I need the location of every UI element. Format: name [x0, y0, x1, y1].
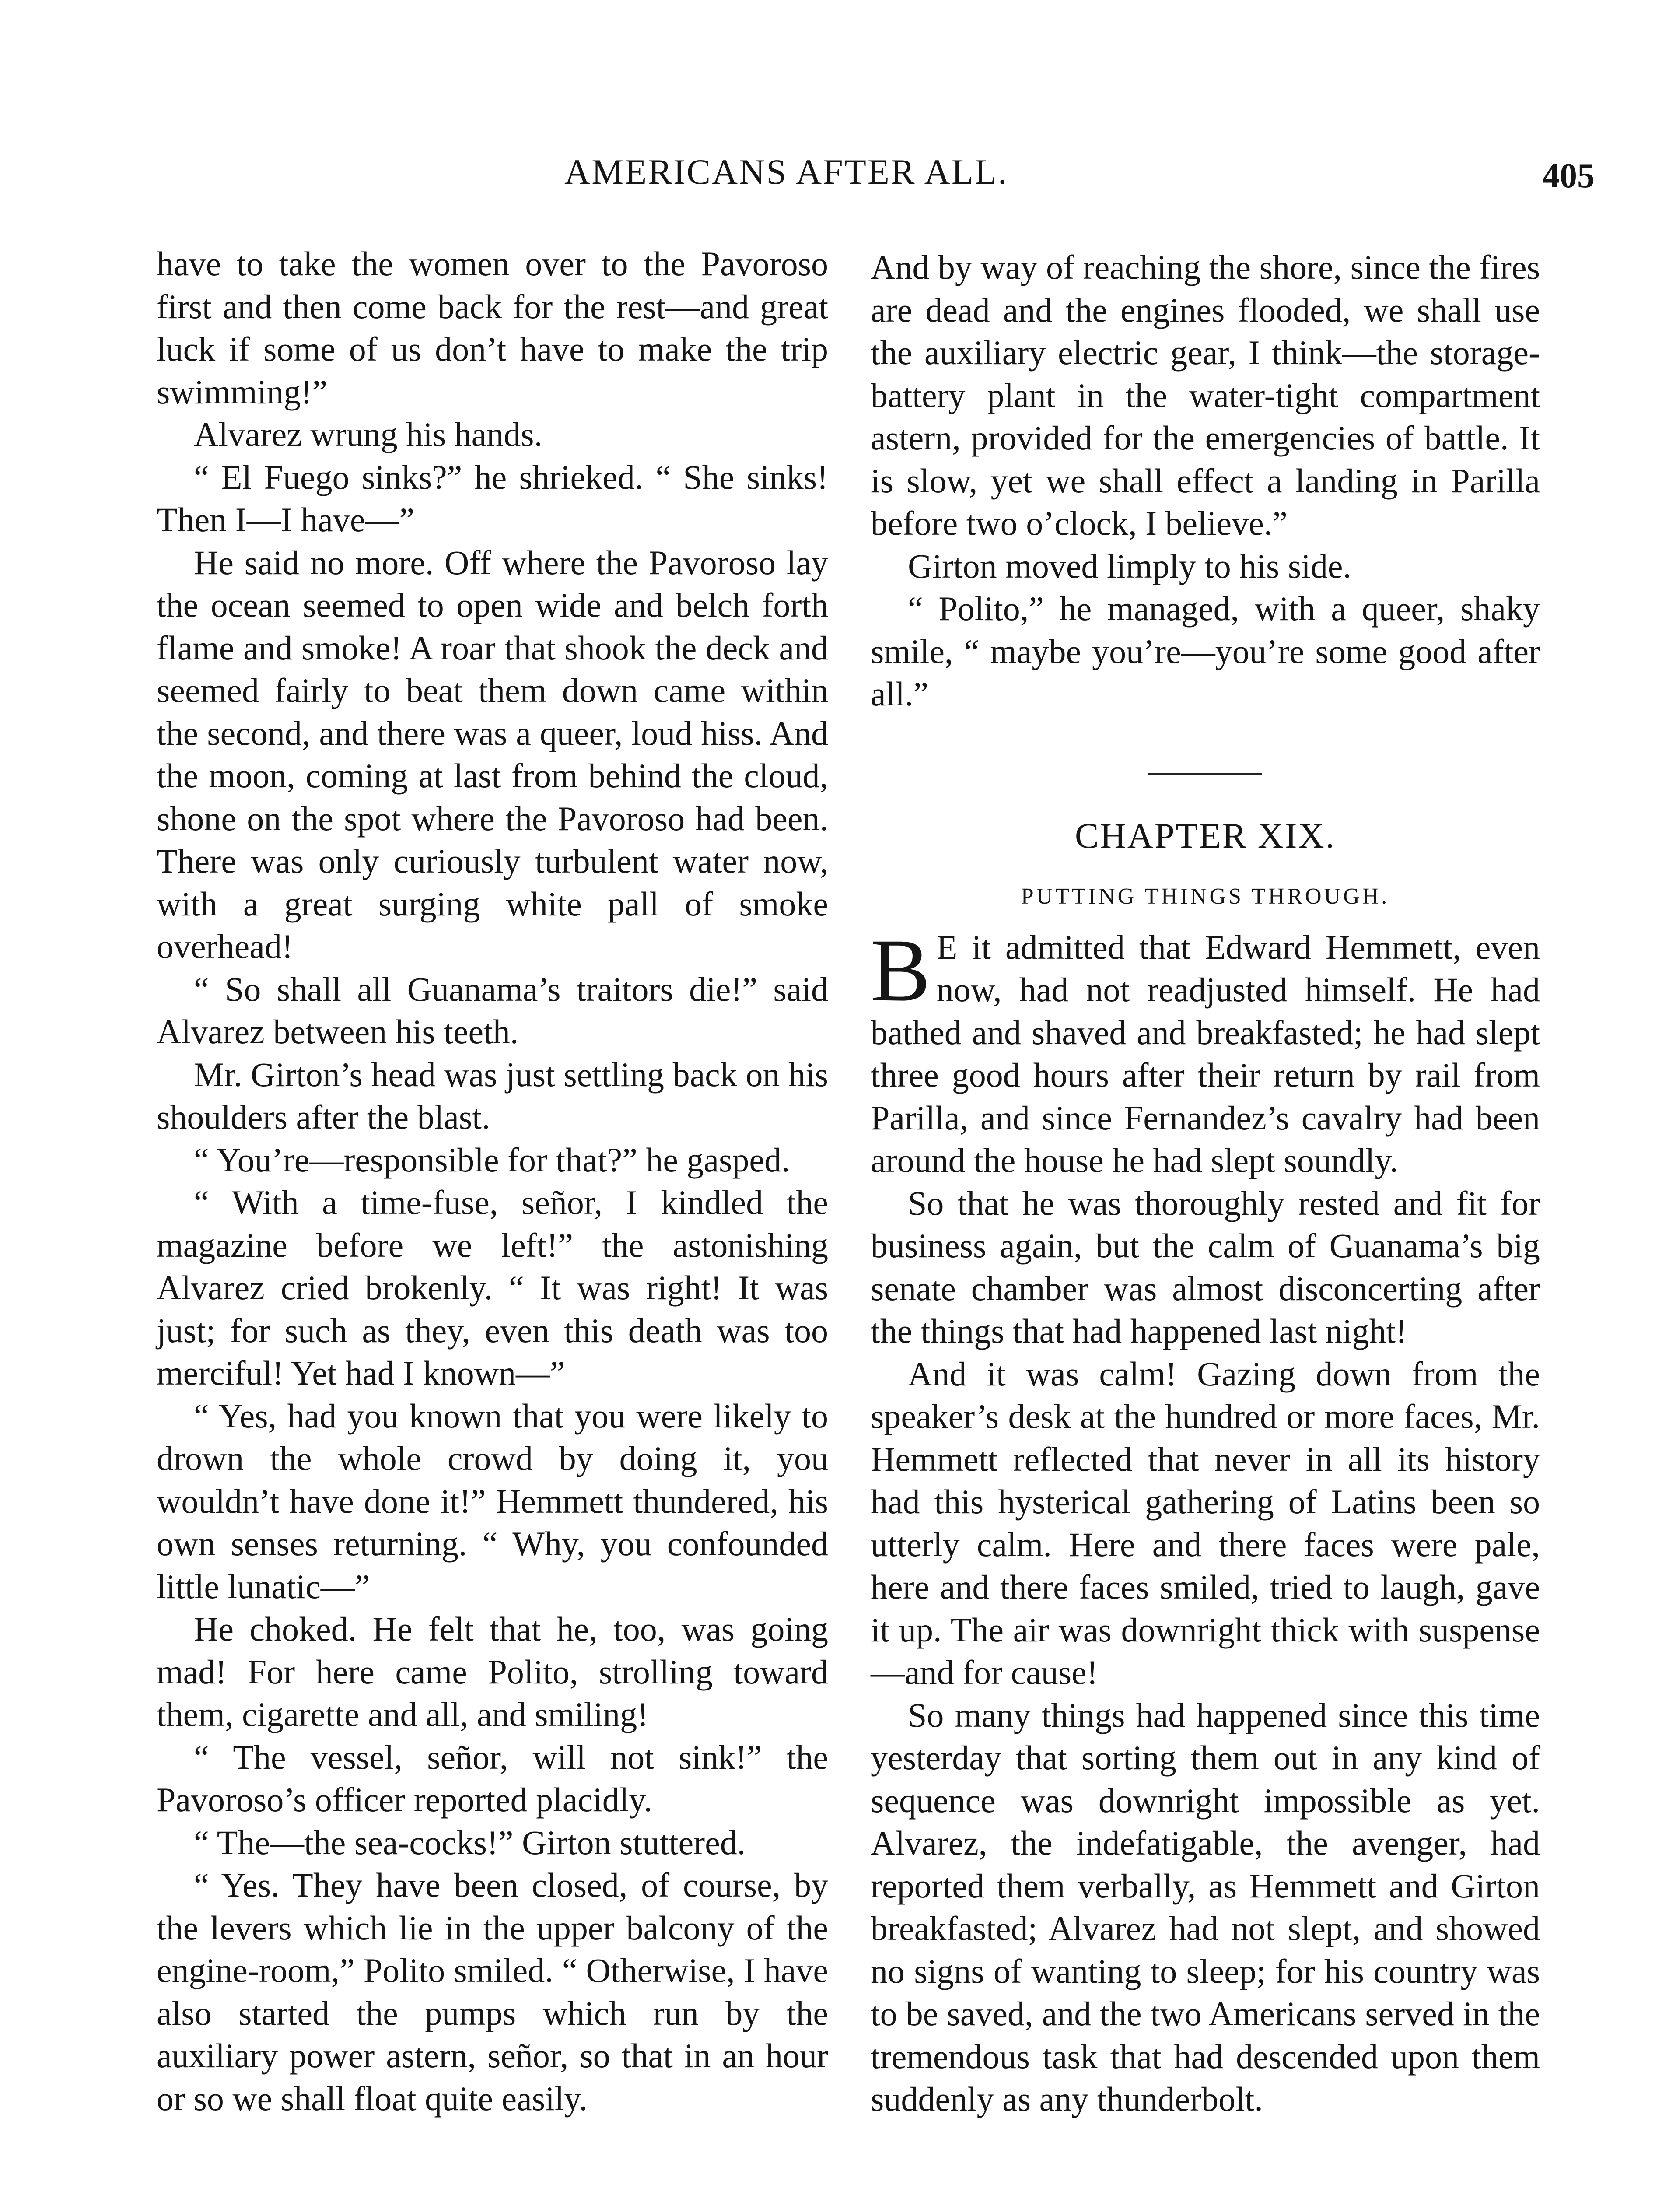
- paragraph: “ The vessel, señor, will not sink!” the Pavoroso’s officer reported placidly.: [157, 1738, 828, 1819]
- paragraph: And it was calm! Gazing down from the speaker’s desk at the hundred or more faces, Mr. Hemmett reflected that never in all its history had this hysterical gathering of Latins been so utterly calm. Here and there faces were pale, here and there faces smiled, tried to laugh, gave it up. The air was downright thick with suspense—and for cause!: [871, 1354, 1540, 1691]
- paragraph: “ You’re—responsible for that?” he gasped.: [194, 1140, 790, 1179]
- paragraph: Girton moved limply to his side.: [908, 547, 1351, 585]
- paragraph: “ With a time-fuse, señor, I kindled the magazine before we left!” the astonishing Alvarez cried brokenly. “ It was right! It was just; for such as they, even this death was too merciful! Yet had I known—”: [157, 1183, 828, 1392]
- paragraph: He choked. He felt that he, too, was going mad! For here came Polito, strolling toward them, cigarette and all, and smiling!: [157, 1610, 828, 1733]
- paragraph: He said no more. Off where the Pavoroso lay the ocean seemed to open wide and belch forth flame and smoke! A roar that shook the deck and seemed fairly to beat them down came within the second, and there was a queer, loud hiss. And the moon, coming at last from behind the cloud, shone on the spot where the Pavoroso had been. There was only curiously turbulent water now, with a great surging white pall of smoke overhead!: [157, 543, 828, 965]
- right-column: [871, 246, 1540, 2121]
- opening-text: E it admitted that Edward Hemmett, even now, had not readjusted himself. He had bathed and shaved and breakfasted; he had slept three good hours after their return by rail from Parilla, and since Fernandez’s cavalry had been around the house he had slept soundly.: [871, 928, 1540, 1179]
- section-divider: [1148, 773, 1262, 775]
- chapter-subtitle: PUTTING THINGS THROUGH.: [1021, 884, 1390, 909]
- chapter-title: CHAPTER XIX.: [1074, 815, 1336, 856]
- left-column: [157, 242, 828, 2120]
- paragraph: And by way of reaching the shore, since the fires are dead and the engines flooded, we shall use the auxiliary electric gear, I think—the storage-battery plant in the water-tight compartment astern, provided for the emergencies of battle. It is slow, yet we shall effect a landing in Parilla before two o’clock, I believe.”: [871, 248, 1540, 542]
- paragraph: “ The—the sea-cocks!” Girton stuttered.: [194, 1823, 746, 1862]
- paragraph: So many things had happened since this time yesterday that sorting them out in any kind of sequence was downright impossible as yet. Alvarez, the indefatigable, the avenger, had reported them verbally, as Hemmett and Girton breakfasted; Alvarez had not slept, and showed no signs of wanting to sleep; for his country was to be saved, and the two Americans served in the tremendous task that had descended upon them suddenly as any thunderbolt.: [871, 1696, 1540, 2118]
- paragraph: have to take the women over to the Pavoroso first and then come back for the rest—and great luck if some of us don’t have to make the trip swimming!”: [157, 245, 828, 411]
- paragraph: “ Polito,” he managed, with a queer, shaky smile, “ maybe you’re—you’re some good after all.”: [871, 589, 1540, 713]
- paragraph: Mr. Girton’s head was just settling back on his shoulders after the blast.: [157, 1055, 828, 1136]
- running-head: AMERICANS AFTER ALL.: [564, 152, 1008, 192]
- paragraph: “ Yes, had you known that you were likely to drown the whole crowd by doing it, you wouldn’t have done it!” Hemmett thundered, his own senses returning. “ Why, you confounded little lunatic—”: [157, 1396, 828, 1606]
- paragraph: Alvarez wrung his hands.: [194, 415, 543, 453]
- paragraph: So that he was thoroughly rested and fit for business again, but the calm of Guanama’s big senate chamber was almost disconcerting after the things that had happened last night!: [871, 1184, 1540, 1350]
- paragraph: “ Yes. They have been closed, of course, by the levers which lie in the upper balcony of the engine-room,” Polito smiled. “ Otherwise, I have also started the pumps which run by the auxiliary power astern, señor, so that in an hour or so we shall float quite easily.: [157, 1866, 828, 2118]
- page-number: 405: [1542, 157, 1595, 195]
- drop-cap: B: [871, 920, 931, 1020]
- paragraph: “ So shall all Guanama’s traitors die!” said Alvarez between his teeth.: [157, 970, 828, 1051]
- paragraph: “ El Fuego sinks?” he shrieked. “ She sinks! Then I—I have—”: [157, 458, 828, 539]
- chapter-opening-paragraph: [871, 920, 1540, 1182]
